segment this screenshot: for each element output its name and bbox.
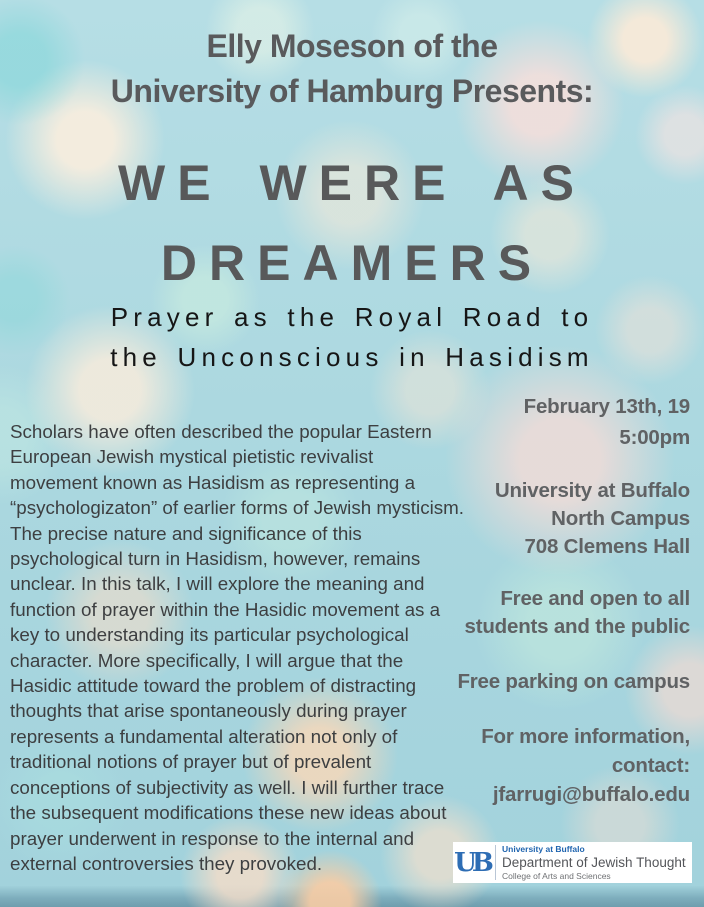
- parking-note: [390, 667, 690, 696]
- admission-line-2: students and the public: [464, 615, 690, 638]
- contact-line-1: For more information,: [481, 725, 690, 748]
- logo-college-name: College of Arts and Sciences: [502, 871, 611, 881]
- presenter-line-2: University of Hamburg Presents:: [110, 73, 594, 109]
- logo-department-name: Department of Jewish Thought: [502, 855, 686, 870]
- title-line-1: WE WERE AS: [118, 155, 586, 211]
- talk-abstract: Scholars have often described the popular Eastern European Jewish mystical pietistic revivalist movement known as Hasidism as representing a “psychologizaton” of earlier forms of Jewish mysticism. The precise nature and significance of this psychological turn in Hasidism, however, remains unclear. In this talk, I will explore the meaning and function of prayer within the Hasidic movement as a key to understanding its particular psychological character. More specifically, I will argue that the Hasidic attitude toward the problem of distracting thoughts that arise spontaneously during prayer represents a fundamental alteration not only of traditional notions of prayer but of prevalent conceptions of subjectivity as well. I will further trace the subsequent modifications these new ideas about prayer underwent in response to the internal and external controversies they provoked.: [10, 421, 465, 874]
- presenter-line-1: Elly Moseson of the: [206, 28, 498, 64]
- contact-email: jfarrugi@buffalo.edu: [492, 783, 690, 806]
- location-line-1: University at Buffalo: [494, 479, 690, 502]
- admission-line-1: Free and open to all: [500, 587, 690, 610]
- logo-university-name: University at Buffalo: [502, 844, 585, 854]
- location-line-3: 708 Clemens Hall: [524, 535, 690, 558]
- ub-logo-icon: [453, 848, 495, 878]
- event-subtitle: [0, 297, 704, 377]
- contact-info: [390, 722, 690, 809]
- event-datetime: [390, 391, 690, 453]
- event-location: [390, 477, 690, 561]
- event-time: 5:00pm: [619, 426, 690, 449]
- title-line-2: DREAMERS: [160, 235, 544, 291]
- logo-text-block: [496, 844, 686, 881]
- event-date: February 13th, 19: [523, 395, 690, 418]
- ub-logo-mark: UB: [454, 847, 489, 878]
- university-logo: [453, 842, 692, 883]
- subtitle-line-1: Prayer as the Royal Road to: [110, 302, 594, 332]
- contact-line-2: contact:: [611, 754, 690, 777]
- parking-line: Free parking on campus: [457, 670, 690, 693]
- event-title: [0, 143, 704, 303]
- location-line-2: North Campus: [551, 507, 690, 530]
- subtitle-line-2: the Unconscious in Hasidism: [110, 342, 594, 372]
- admission-note: [390, 585, 690, 641]
- presenter-heading: [0, 24, 704, 114]
